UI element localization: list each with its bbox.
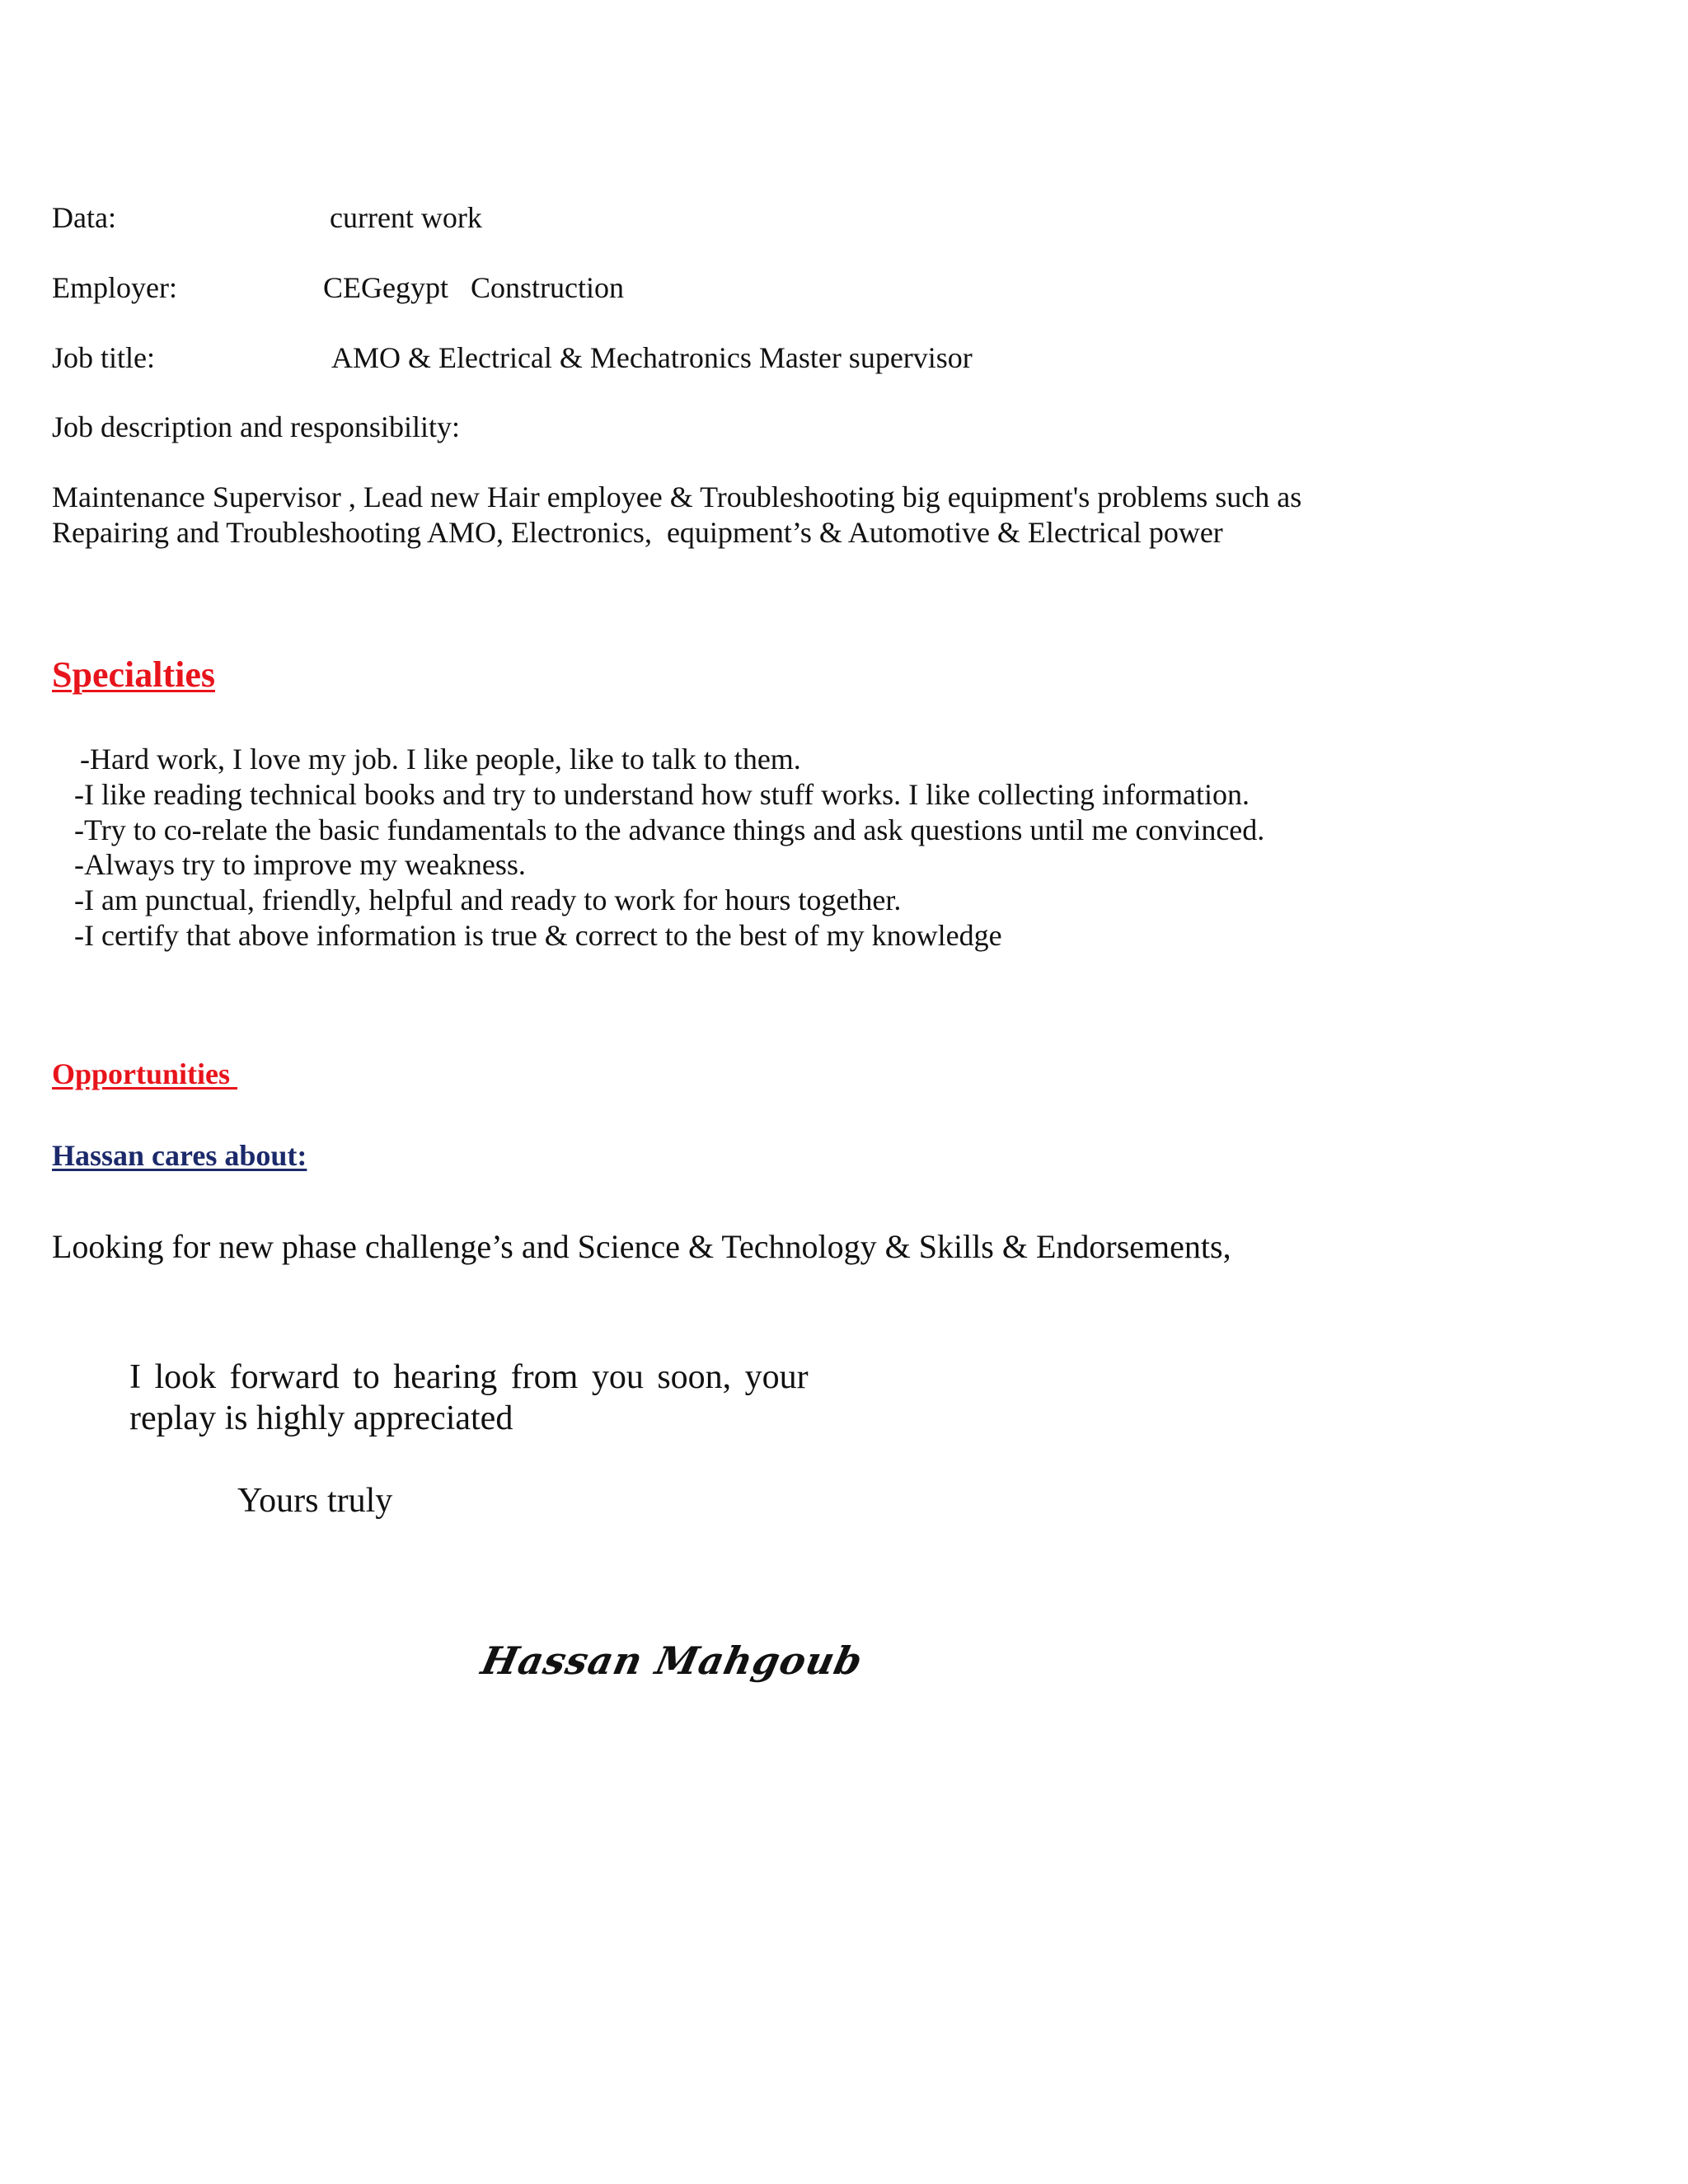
- job-title-value: AMO & Electrical & Mechatronics Master supervisor: [331, 341, 973, 374]
- job-description-line-1: Maintenance Supervisor , Lead new Hair employee & Troubleshooting big equipment's problems such as: [52, 480, 1302, 513]
- opportunities-heading: Opportunities: [52, 1057, 238, 1090]
- specialty-item-2: -I like reading technical books and try to understand how stuff works. I like collecting information.: [74, 778, 1250, 811]
- specialties-heading: Specialties: [52, 654, 215, 695]
- specialty-item-4: -Always try to improve my weakness.: [74, 848, 526, 881]
- data-label: Data:: [52, 201, 116, 234]
- opportunities-statement: Looking for new phase challenge’s and Science & Technology & Skills & Endorsements,: [52, 1228, 1231, 1265]
- data-value: current work: [330, 201, 482, 234]
- specialty-item-5: -I am punctual, friendly, helpful and ready to work for hours together.: [74, 883, 902, 916]
- cares-about-subheading: Hassan cares about:: [52, 1139, 307, 1172]
- signature: Hassan Mahgoub: [477, 1638, 867, 1683]
- specialty-item-1: -Hard work, I love my job. I like people, like to talk to them.: [80, 743, 801, 776]
- employer-label: Employer:: [52, 271, 177, 304]
- closing-line-2: replay is highly appreciated: [129, 1399, 513, 1437]
- job-description-line-2: Repairing and Troubleshooting AMO, Electronics, equipment’s & Automotive & Electrical power: [52, 516, 1223, 549]
- job-description-heading: Job description and responsibility:: [52, 410, 460, 443]
- job-title-label: Job title:: [52, 341, 155, 374]
- employer-value: CEGegypt Construction: [323, 271, 624, 304]
- sign-off: Yours truly: [237, 1482, 393, 1520]
- specialty-item-3: -Try to co-relate the basic fundamentals to the advance things and ask questions until me convinced.: [74, 813, 1265, 846]
- specialty-item-6: -I certify that above information is true & correct to the best of my knowledge: [74, 919, 1002, 952]
- closing-line-1: I look forward to hearing from you soon, your: [129, 1358, 809, 1396]
